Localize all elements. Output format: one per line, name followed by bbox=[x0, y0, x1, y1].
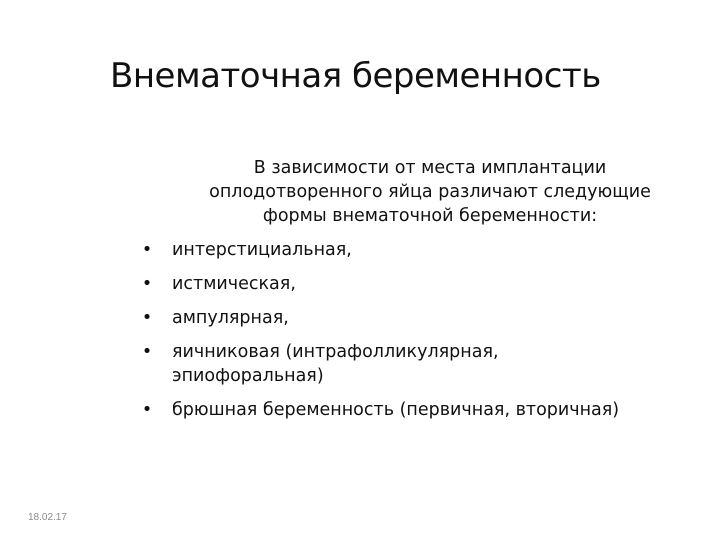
bullet-icon: • bbox=[141, 240, 153, 260]
bullet-line: брюшная беременность (первичная, вторичная) bbox=[172, 400, 620, 420]
bullet-line: ампулярная, bbox=[172, 308, 289, 328]
intro-line: формы внематочной беременности: bbox=[262, 206, 598, 226]
bullet-line: эпиофоральная) bbox=[172, 366, 324, 386]
bullet-line: истмическая, bbox=[172, 274, 296, 294]
bullet-list bbox=[140, 238, 700, 422]
bullet-icon: • bbox=[141, 342, 153, 362]
bullet-item bbox=[140, 272, 700, 296]
bullet-text bbox=[172, 238, 700, 262]
bullet-line: яичниковая (интрафолликулярная, bbox=[172, 342, 499, 362]
bullet-item bbox=[140, 398, 700, 422]
slide-content bbox=[140, 156, 700, 432]
bullet-text bbox=[172, 340, 700, 388]
bullet-icon: • bbox=[141, 274, 153, 294]
bullet-text bbox=[172, 398, 700, 422]
bullet-item bbox=[140, 306, 700, 330]
bullet-text bbox=[172, 306, 700, 330]
intro-paragraph bbox=[140, 156, 700, 228]
bullet-item bbox=[140, 238, 700, 262]
slide-title: Внематочная беременность bbox=[110, 56, 601, 96]
bullet-item bbox=[140, 340, 700, 388]
bullet-icon: • bbox=[141, 308, 153, 328]
bullet-text bbox=[172, 272, 700, 296]
bullet-icon: • bbox=[141, 400, 153, 420]
bullet-line: интерстициальная, bbox=[172, 240, 352, 260]
intro-line: оплодотворенного яйца различают следующие bbox=[209, 182, 651, 202]
intro-line: В зависимости от места имплантации bbox=[253, 158, 607, 178]
slide-date: 18.02.17 bbox=[28, 512, 67, 523]
